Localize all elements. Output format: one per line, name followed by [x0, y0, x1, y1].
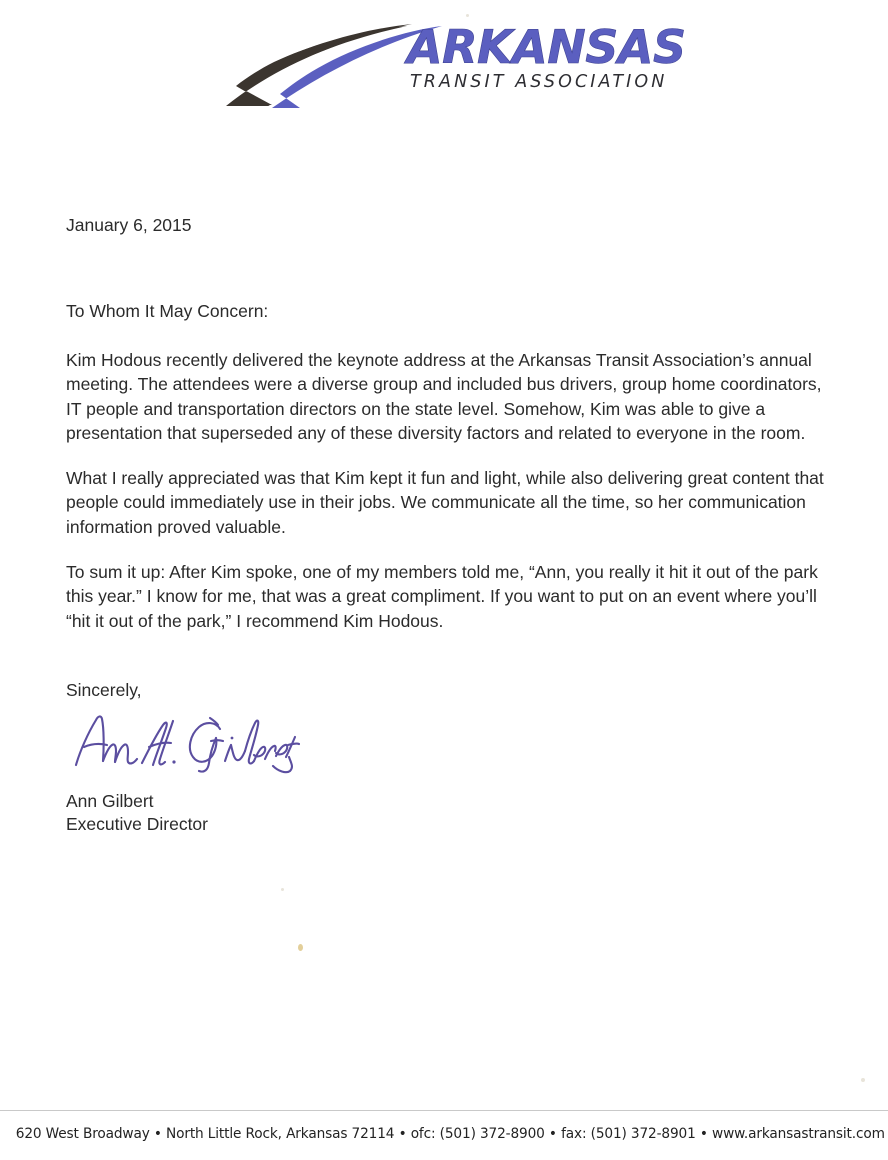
- letter-salutation: To Whom It May Concern:: [66, 301, 269, 321]
- letter-paragraph-2: What I really appreciated was that Kim kept it fun and light, while also delivering great content that people could immediately use in their jobs. We communicate all the time, so her communication information proved valuable.: [66, 468, 824, 537]
- footer: [0, 1124, 888, 1144]
- wordmark-group: [407, 20, 687, 110]
- letter-date: January 6, 2015: [66, 215, 192, 235]
- wordmark-arkansas: ARKANSAS: [407, 20, 686, 74]
- scan-speck: [281, 888, 284, 891]
- footer-divider: [0, 1110, 888, 1111]
- wordmark-transit-association: TRANSIT ASSOCIATION: [410, 72, 668, 92]
- letterhead: [0, 0, 888, 130]
- footer-contact-line: 620 West Broadway • North Little Rock, Arkansas 72114 • ofc: (501) 372-8900 • fax: (501) 372-8901 • www.arkansastransit.com: [15, 1126, 885, 1142]
- letter-paragraph-3: To sum it up: After Kim spoke, one of my members told me, “Ann, you really it hit it out of the park this year.” I know for me, that was a great compliment. If you want to put on an event where you’ll “hit it out of the park,” I recommend Kim Hodous.: [66, 562, 818, 631]
- letter-paragraph-1: Kim Hodous recently delivered the keynote address at the Arkansas Transit Association’s annual meeting. The attendees were a diverse group and included bus drivers, group home coordinators, IT people and transportation directors on the state level. Somehow, Kim was able to give a presentation that superseded any of these diversity factors and related to everyone in the room.: [66, 350, 822, 443]
- association-logo: [222, 18, 686, 113]
- closing-block: [66, 679, 486, 835]
- closing-salutation: Sincerely,: [66, 680, 142, 700]
- signer-title: Executive Director: [66, 813, 208, 834]
- scan-speck: [298, 944, 303, 951]
- handwritten-signature-icon: [70, 709, 300, 775]
- signer-name: Ann Gilbert: [66, 791, 154, 811]
- letter-body: [66, 214, 826, 633]
- scan-speck: [861, 1078, 865, 1082]
